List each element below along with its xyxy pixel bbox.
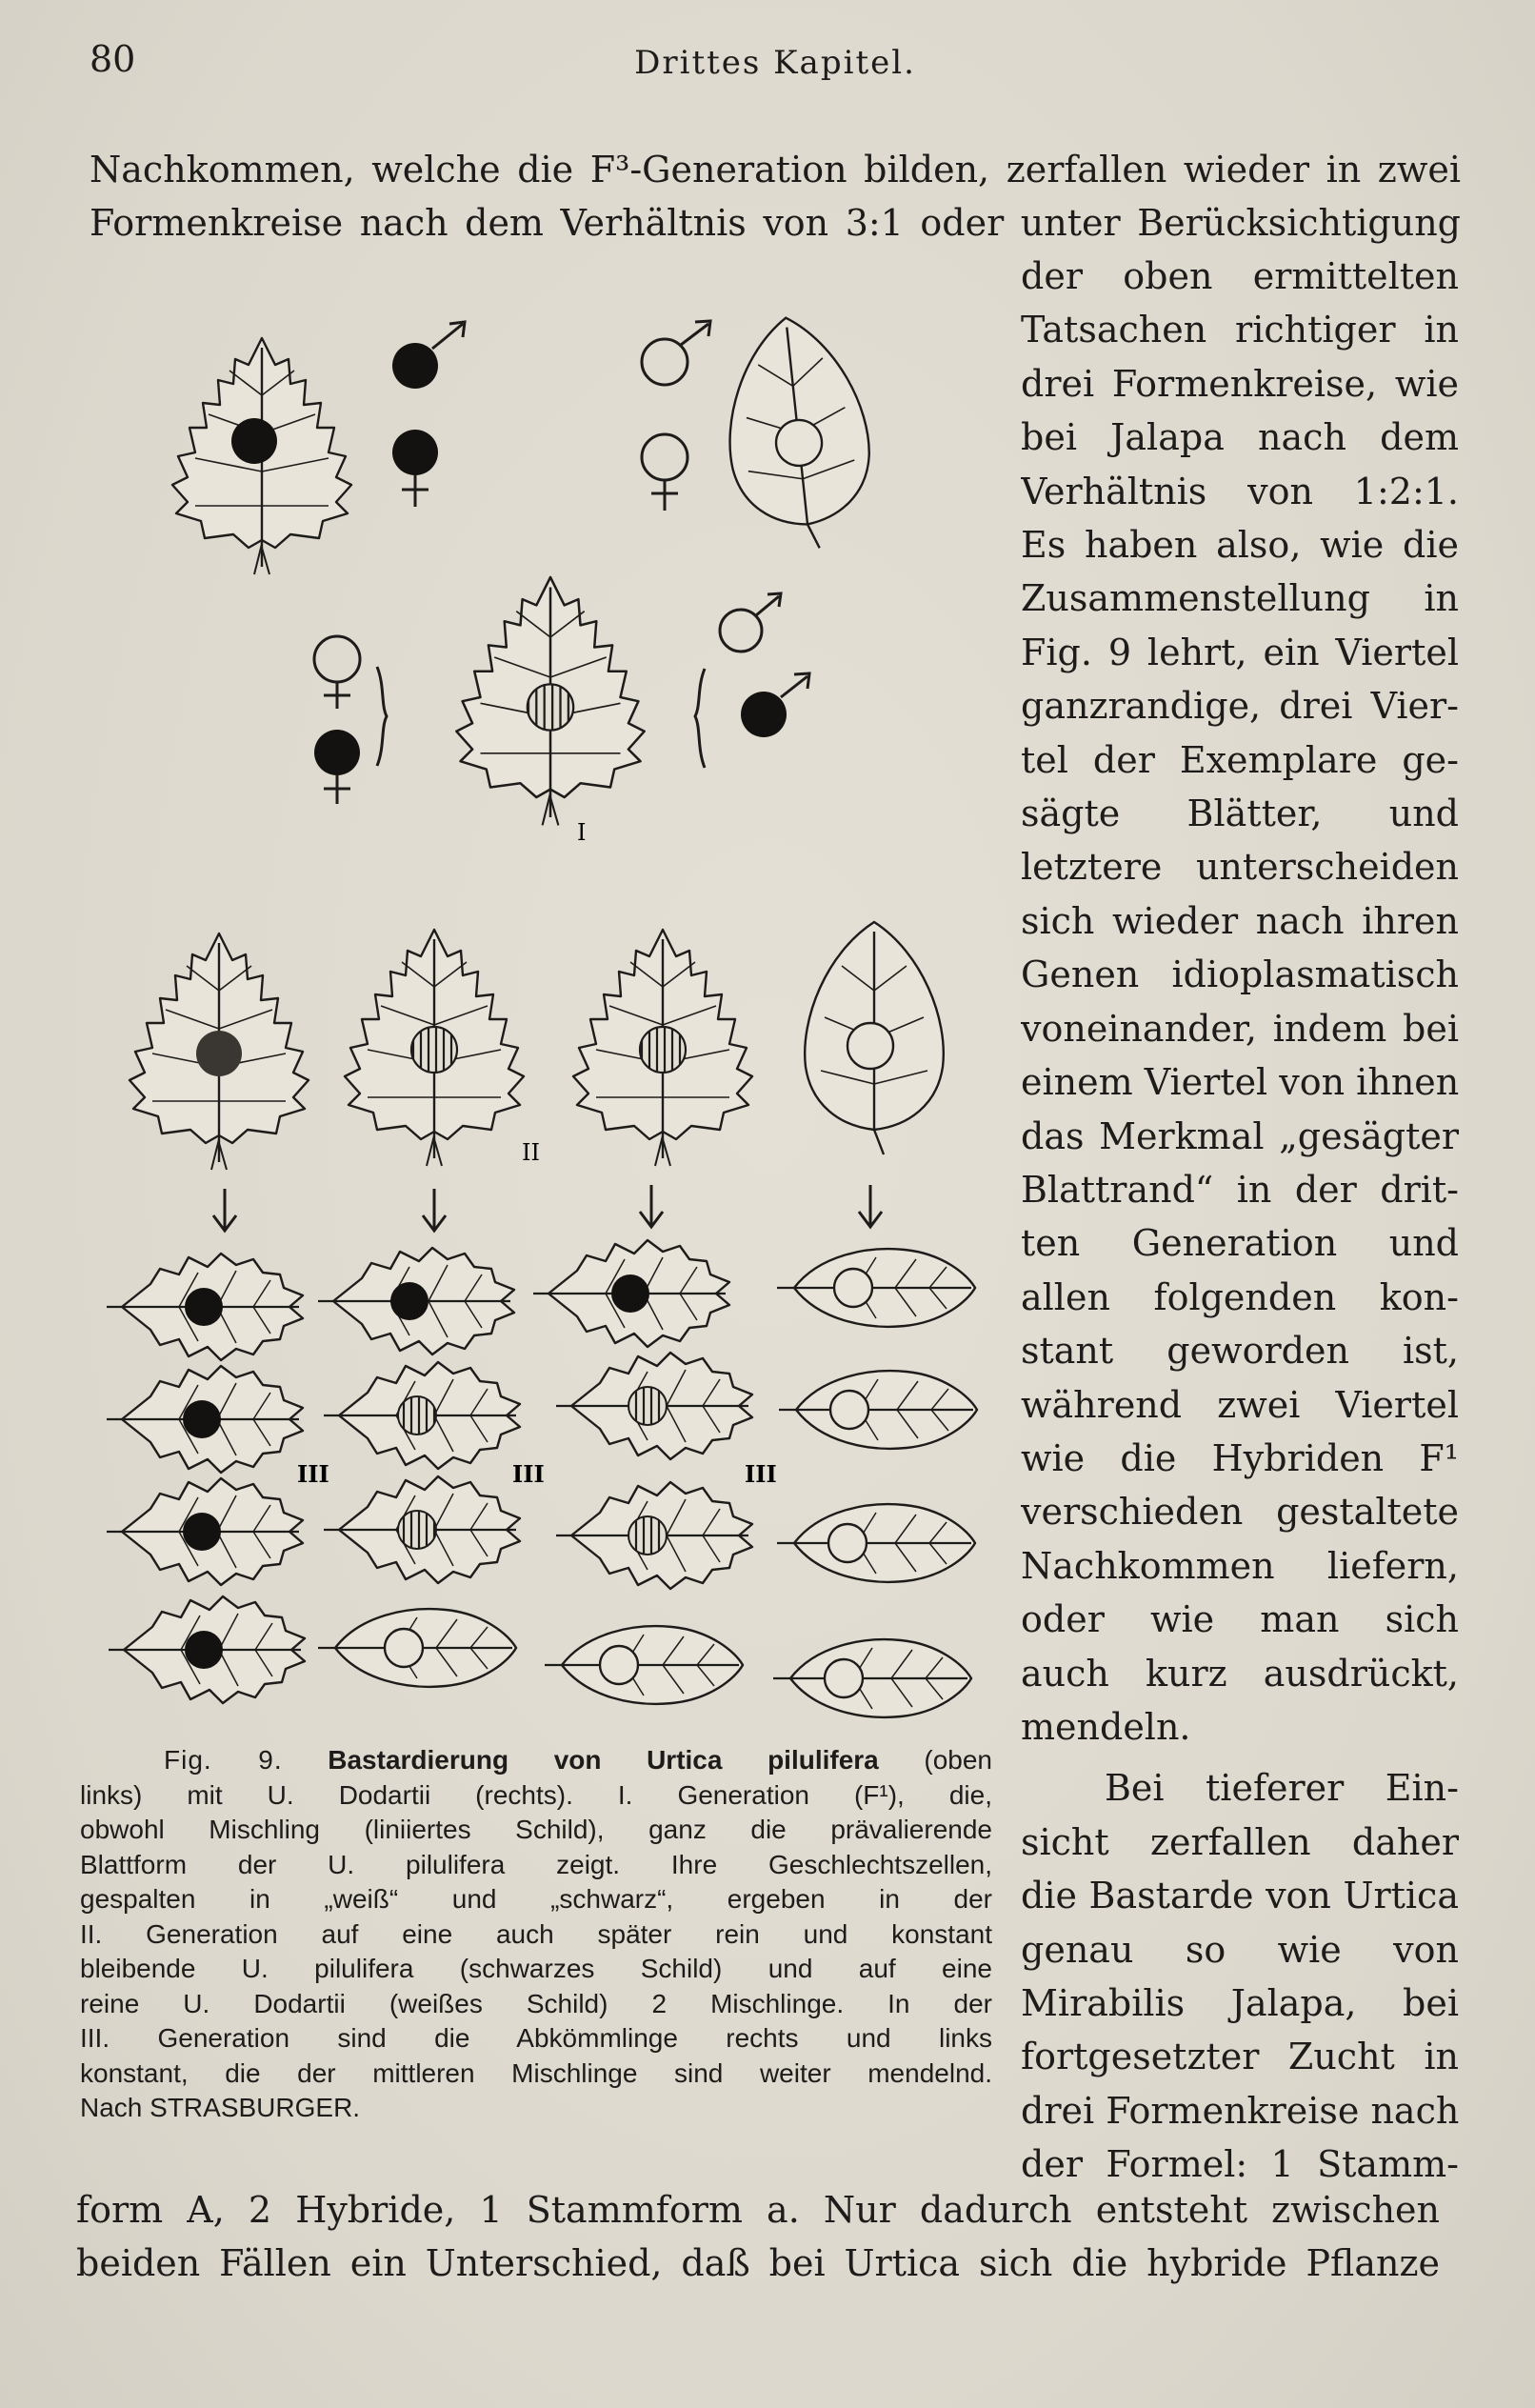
female-white-symbol [314,636,360,709]
f2-leaf-white [805,922,944,1154]
generation-label-3b: III [512,1460,545,1488]
caption-line: konstant, die der mittleren Mischlinge sind weiter mendelnd. [80,2057,992,2088]
caption-line: reine U. Dodartii (weißes Schild) 2 Mischlinge. In der [80,1988,992,2018]
text-line: Blattrand“ in der drit- [1021,1168,1459,1211]
text-line: voneinander, indem bei [1021,1007,1459,1050]
text-line: die Bastarde von Urtica [1021,1875,1459,1917]
text-line: allen folgenden kon- [1021,1275,1459,1318]
text-line: sägte Blätter, und [1021,793,1459,835]
text-line: ganzrandige, drei Vier- [1021,685,1459,728]
text-line: auch kurz ausdrückt, [1021,1652,1459,1695]
top-text-block [90,143,1461,250]
female-black-symbol [392,430,438,507]
text-line: Verhältnis von 1:2:1. [1021,470,1459,512]
text-line: mendeln. [1021,1705,1191,1748]
text-line: oder wie man sich [1021,1598,1459,1641]
generation-label-1: I [577,819,587,846]
text-line: Tatsachen richtiger in [1021,309,1459,351]
text-line: Zusammenstellung in [1021,577,1459,620]
caption-line: gespalten in „weiß“ und „schwarz“, ergeben in der [80,1884,992,1914]
generation-label-3c: III [745,1460,777,1488]
text-line: Genen idioplasmatisch [1021,953,1459,996]
text-line: das Merkmal „gesägter [1021,1114,1459,1157]
text-line: tel der Exemplare ge- [1021,738,1459,781]
f3-column-middle-left [318,1248,520,1687]
text-line: verschieden gestaltete [1021,1491,1459,1534]
text-line: wie die Hybriden F¹ [1021,1436,1459,1479]
male-white-symbol [720,593,781,652]
text-line: Nachkommen liefern, [1021,1544,1459,1587]
caption-line: obwohl Mischling (liniiertes Schild), ganz die prävalierende [80,1815,992,1844]
parent-pilulifera-leaf [172,338,351,574]
text-line: beiden Fällen ein Unterschied, daß bei Urtica sich die hybride Pflanze [76,2242,1440,2284]
caption-line: links) mit U. Dodartii (rechts). I. Generation (F¹), die, [80,1779,992,1810]
text-line: stant geworden ist, [1021,1330,1459,1373]
text-line: ten Generation und [1021,1222,1459,1265]
text-line: form A, 2 Hybride, 1 Stammform a. Nur dadurch entsteht zwischen [76,2189,1440,2231]
f3-column-middle-right [533,1240,752,1704]
f3-column-black [107,1254,305,1703]
figure-9 [95,286,990,1734]
brace-left [377,667,387,766]
text-line: drei Formenkreise, wie [1021,362,1459,405]
arrow-down-icon [213,1185,882,1231]
male-white-symbol [642,321,710,385]
text-line: Bei tieferer Ein- [1105,1767,1459,1810]
figure-illustration [95,286,990,1734]
caption-text: (oben [924,1745,993,1775]
generation-label-2: II [522,1139,540,1166]
text-line: Mirabilis Jalapa, bei [1021,1982,1459,2024]
text-line: genau so wie von [1021,1928,1459,1971]
text-line: sich wieder nach ihren [1021,899,1459,942]
male-black-symbol [392,322,465,389]
brace-right [695,669,705,768]
text-line: fortgesetzter Zucht in [1021,2036,1459,2078]
caption-title: Bastardierung von Urtica pilulifera [328,1745,879,1775]
bottom-text-block [76,2183,1440,2290]
caption-line: II. Generation auf eine auch später rein und konstant [80,1918,992,1949]
female-black-symbol [314,730,360,804]
generation-label-3a: III [297,1460,329,1488]
caption-line: Nach STRASBURGER. [80,2093,361,2122]
side-column [1021,250,1459,2192]
caption-line: III. Generation sind die Abkömmlinge rechts und links [80,2023,992,2053]
text-line: sicht zerfallen daher [1021,1820,1459,1863]
text-line: bei Jalapa nach dem [1021,416,1459,459]
f2-leaf-hatched [573,930,752,1166]
text-line: Fig. 9 lehrt, ein Viertel [1021,631,1459,673]
figure-label: Fig. 9. [164,1745,283,1775]
text-line: Nachkommen, welche die F³-Generation bilden, zerfallen wieder in zwei [90,149,1461,191]
text-line: einem Viertel von ihnen [1021,1061,1459,1104]
running-head: Drittes Kapitel. [634,44,916,82]
male-black-symbol [741,673,809,737]
caption-line [80,1743,992,1778]
caption-line: Blattform der U. pilulifera zeigt. Ihre Geschlechtszellen, [80,1849,992,1879]
text-line: der oben ermittelten [1021,255,1459,297]
female-white-symbol [642,434,688,511]
page-number: 80 [90,38,136,80]
parent-dodartii-leaf [717,311,879,556]
f2-leaf-hatched [345,930,524,1166]
figure-caption [80,1743,992,2126]
text-line: drei Formenkreise nach [1021,2089,1459,2132]
f2-leaf-black [130,933,309,1170]
text-line: während zwei Viertel [1021,1383,1459,1426]
f1-hybrid-leaf [456,577,644,825]
text-line: letztere unterscheiden [1021,846,1459,889]
text-line: der Formel: 1 Stamm- [1021,2143,1459,2186]
text-line: Es haben also, wie die [1021,524,1459,567]
text-line: Formenkreise nach dem Verhältnis von 3:1 oder unter Berücksichtigung [90,202,1461,244]
page-header [90,38,1461,86]
f3-column-white [773,1249,977,1717]
caption-line: bleibende U. pilulifera (schwarzes Schild) und auf eine [80,1954,992,1983]
